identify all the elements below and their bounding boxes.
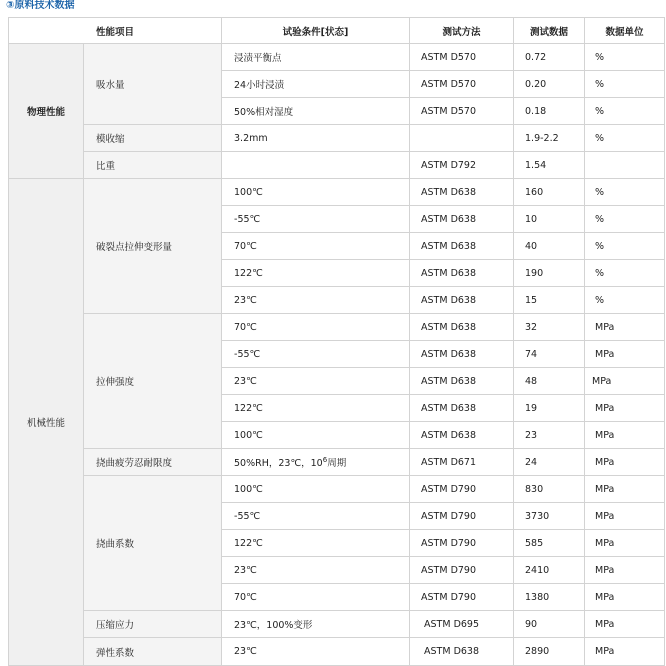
section-heading: ③原料技术数据 — [6, 0, 75, 11]
value-cell: 0.72 — [514, 44, 585, 71]
condition-cell: 23℃ — [222, 557, 410, 584]
method-cell: ASTM D792 — [410, 152, 514, 179]
method-cell: ASTM D671 — [410, 449, 514, 476]
method-cell: ASTM D638 — [410, 260, 514, 287]
unit-cell: % — [585, 233, 665, 260]
condition-cell: 122℃ — [222, 260, 410, 287]
method-cell: ASTM D638 — [410, 368, 514, 395]
condition-cell: 100℃ — [222, 476, 410, 503]
item-compressive-stress: 压缩应力 — [84, 611, 222, 638]
table-row — [9, 125, 665, 152]
condition-cell: 23℃，100%变形 — [222, 611, 410, 638]
method-cell: ASTM D638 — [410, 422, 514, 449]
unit-cell: % — [585, 125, 665, 152]
value-cell: 1380 — [514, 584, 585, 611]
value-cell: 190 — [514, 260, 585, 287]
table-row — [9, 152, 665, 179]
value-cell: 40 — [514, 233, 585, 260]
table-row — [9, 179, 665, 206]
unit-cell: MPa — [585, 395, 665, 422]
condition-cell: 23℃ — [222, 368, 410, 395]
item-flex-modulus: 挠曲系数 — [84, 476, 222, 611]
condition-cell: 3.2mm — [222, 125, 410, 152]
method-cell: ASTM D570 — [410, 44, 514, 71]
value-cell: 23 — [514, 422, 585, 449]
value-cell: 160 — [514, 179, 585, 206]
method-cell: ASTM D790 — [410, 503, 514, 530]
method-cell: ASTM D638 — [410, 638, 514, 666]
condition-cell: 100℃ — [222, 179, 410, 206]
category-mechanical: 机械性能 — [9, 179, 84, 666]
exponent-text: 6 — [322, 455, 328, 464]
method-cell: ASTM D638 — [410, 233, 514, 260]
method-cell: ASTM D638 — [410, 179, 514, 206]
unit-cell: MPa — [585, 611, 665, 638]
header-condition: 试验条件[状态] — [222, 18, 410, 44]
condition-cell: 24小时浸渍 — [222, 71, 410, 98]
method-cell: ASTM D638 — [410, 341, 514, 368]
condition-suffix: 周期 — [327, 458, 347, 469]
table-header-row — [9, 18, 665, 44]
unit-cell: MPa — [585, 638, 665, 666]
unit-cell: MPa — [585, 422, 665, 449]
method-cell — [410, 125, 514, 152]
value-cell: 32 — [514, 314, 585, 341]
unit-cell: MPa — [585, 584, 665, 611]
value-cell: 2890 — [514, 638, 585, 666]
item-elastic-modulus: 弹性系数 — [84, 638, 222, 666]
method-cell: ASTM D790 — [410, 557, 514, 584]
condition-cell: 50%相对湿度 — [222, 98, 410, 125]
value-cell: 3730 — [514, 503, 585, 530]
unit-cell: MPa — [585, 368, 665, 395]
table-row — [9, 314, 665, 341]
value-cell: 0.18 — [514, 98, 585, 125]
value-cell: 585 — [514, 530, 585, 557]
value-cell: 19 — [514, 395, 585, 422]
condition-cell: -55℃ — [222, 503, 410, 530]
condition-cell: -55℃ — [222, 206, 410, 233]
header-unit: 数据单位 — [585, 18, 665, 44]
value-cell: 10 — [514, 206, 585, 233]
condition-cell: 70℃ — [222, 584, 410, 611]
unit-cell: % — [585, 287, 665, 314]
method-cell: ASTM D638 — [410, 206, 514, 233]
item-flex-fatigue: 挠曲疲劳忍耐限度 — [84, 449, 222, 476]
value-cell: 0.20 — [514, 71, 585, 98]
condition-text: 50%RH，23℃，10 — [234, 458, 323, 469]
condition-cell: 23℃ — [222, 638, 410, 666]
condition-cell: 70℃ — [222, 314, 410, 341]
condition-cell — [222, 449, 410, 476]
unit-cell: % — [585, 206, 665, 233]
unit-cell: MPa — [585, 503, 665, 530]
method-cell: ASTM D638 — [410, 395, 514, 422]
item-mold-shrinkage: 模收缩 — [84, 125, 222, 152]
unit-cell — [585, 152, 665, 179]
value-cell: 24 — [514, 449, 585, 476]
header-value: 测试数据 — [514, 18, 585, 44]
condition-cell: 70℃ — [222, 233, 410, 260]
value-cell: 830 — [514, 476, 585, 503]
method-cell: ASTM D790 — [410, 584, 514, 611]
material-spec-table — [8, 17, 665, 666]
unit-cell: MPa — [585, 449, 665, 476]
unit-cell: % — [585, 98, 665, 125]
unit-cell: MPa — [585, 341, 665, 368]
condition-cell: 23℃ — [222, 287, 410, 314]
unit-cell: % — [585, 260, 665, 287]
unit-cell: % — [585, 179, 665, 206]
method-cell: ASTM D790 — [410, 476, 514, 503]
table-row — [9, 449, 665, 476]
unit-cell: MPa — [585, 314, 665, 341]
table-row — [9, 476, 665, 503]
method-cell: ASTM D570 — [410, 98, 514, 125]
method-cell: ASTM D570 — [410, 71, 514, 98]
value-cell: 74 — [514, 341, 585, 368]
method-cell: ASTM D638 — [410, 314, 514, 341]
item-elongation: 破裂点拉伸变形量 — [84, 179, 222, 314]
table-row — [9, 44, 665, 71]
condition-cell: 100℃ — [222, 422, 410, 449]
unit-cell: % — [585, 44, 665, 71]
value-cell: 1.54 — [514, 152, 585, 179]
value-cell: 48 — [514, 368, 585, 395]
unit-cell: MPa — [585, 530, 665, 557]
table-row — [9, 638, 665, 666]
value-cell: 2410 — [514, 557, 585, 584]
method-cell: ASTM D790 — [410, 530, 514, 557]
condition-cell — [222, 152, 410, 179]
method-cell: ASTM D695 — [410, 611, 514, 638]
condition-cell: 浸渍平衡点 — [222, 44, 410, 71]
item-water-absorption: 吸水量 — [84, 44, 222, 125]
condition-cell: -55℃ — [222, 341, 410, 368]
condition-cell: 122℃ — [222, 395, 410, 422]
header-item: 性能项目 — [9, 18, 222, 44]
method-cell: ASTM D638 — [410, 287, 514, 314]
unit-cell: MPa — [585, 476, 665, 503]
value-cell: 1.9-2.2 — [514, 125, 585, 152]
header-method: 测试方法 — [410, 18, 514, 44]
table-row — [9, 611, 665, 638]
item-specific-gravity: 比重 — [84, 152, 222, 179]
value-cell: 90 — [514, 611, 585, 638]
category-physical: 物理性能 — [9, 44, 84, 179]
unit-cell: % — [585, 71, 665, 98]
item-tensile-strength: 拉伸强度 — [84, 314, 222, 449]
condition-cell: 122℃ — [222, 530, 410, 557]
unit-cell: MPa — [585, 557, 665, 584]
value-cell: 15 — [514, 287, 585, 314]
